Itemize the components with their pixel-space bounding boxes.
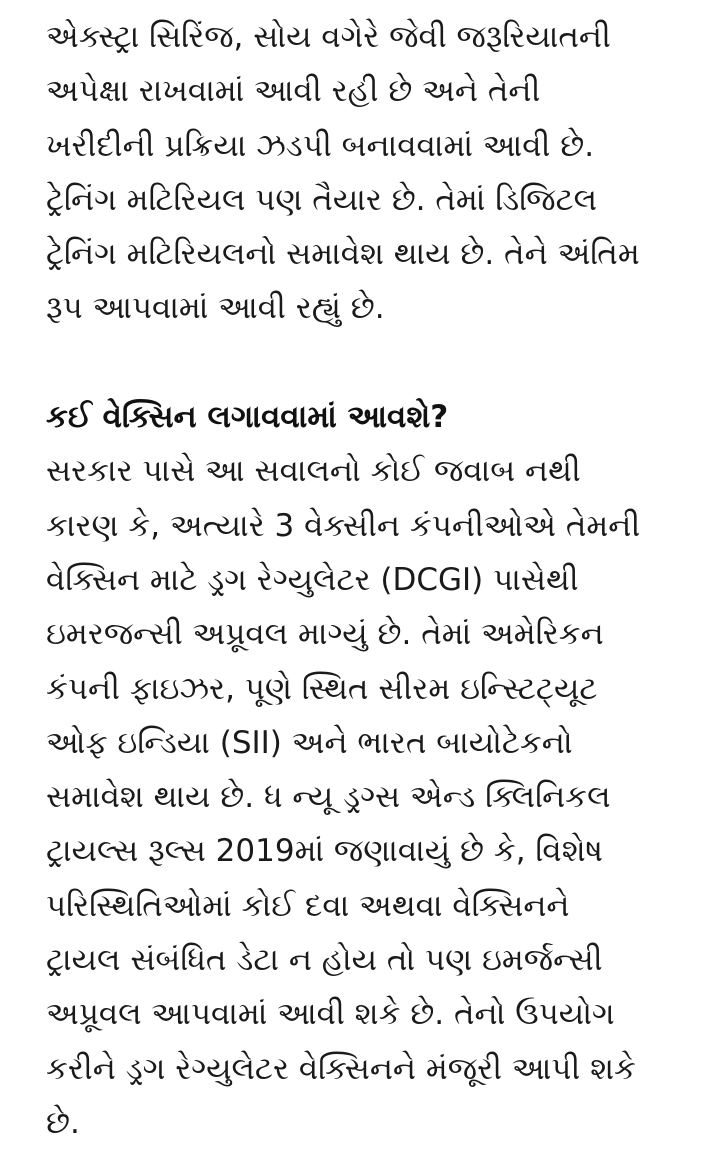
text-line: અપેક્ષા રાખવામાં આવી રહી છે અને તેની bbox=[46, 73, 541, 110]
text-line: સરકાર પાસે આ સવાલનો કોઈ જવાબ નથી bbox=[46, 453, 581, 490]
text-line: કરીને ડ્રગ રેગ્યુલેટર વેક્સિનને મંજૂરી આપી શકે bbox=[46, 1050, 636, 1087]
text-line: ટ્રેનિંગ મટિરિયલનો સમાવેશ થાય છે. તેને અંતિમ bbox=[46, 236, 640, 273]
text-line: કારણ કે, અત્યારે 3 વેક્સીન કંપનીઓએ તેમની bbox=[46, 507, 641, 544]
section-heading bbox=[46, 390, 692, 444]
text-line: છે. bbox=[46, 1104, 80, 1141]
paragraph-spacer bbox=[46, 336, 692, 390]
section-heading-text: કઈ વેક્સિન લગાવવામાં આવશે? bbox=[46, 399, 449, 436]
intro-paragraph bbox=[46, 10, 692, 336]
text-line: ઇમરજન્સી અપ્રૂવલ માગ્યું છે. તેમાં અમેરિકન bbox=[46, 616, 604, 653]
text-line: ઓફ ઇન્ડિયા (SII) અને ભારત બાયોટેકનો bbox=[46, 724, 573, 761]
text-line: કંપની ફાઇઝર, પૂણે સ્થિત સીરમ ઇન્સ્ટિટ્યૂટ bbox=[46, 670, 598, 707]
text-line: રૂપ આપવામાં આવી રહ્યું છે. bbox=[46, 290, 385, 327]
text-line: અપ્રૂવલ આપવામાં આવી શકે છે. તેનો ઉપયોગ bbox=[46, 996, 615, 1033]
text-line: એક્સ્ટ્રા સિરિંજ, સોય વગેરે જેવી જરૂરિયાતની bbox=[46, 19, 611, 55]
text-line: વેક્સિન માટે ડ્રગ રેગ્યુલેટર (DCGI) પાસેથી bbox=[46, 561, 579, 598]
text-line: ટ્રાયલ્સ રૂલ્સ 2019માં જણાવાયું છે કે, વિશેષ bbox=[46, 833, 603, 870]
text-line: ખરીદીની પ્રક્રિયા ઝડપી બનાવવામાં આવી છે. bbox=[46, 127, 595, 164]
text-line: ટ્રાયલ સંબંધિત ડેટા ન હોય તો પણ ઇમર્જન્સી bbox=[46, 942, 603, 979]
text-line: સમાવેશ થાય છે. ધ ન્યૂ ડ્રગ્સ એન્ડ ક્લિનિકલ bbox=[46, 779, 611, 816]
text-line: પરિસ્થિતિઓમાં કોઈ દવા અથવા વેક્સિનને bbox=[46, 887, 570, 924]
body-paragraph bbox=[46, 444, 692, 1150]
text-line: ટ્રેનિંગ મટિરિયલ પણ તૈયાર છે. તેમાં ડિજિટલ bbox=[46, 181, 598, 218]
